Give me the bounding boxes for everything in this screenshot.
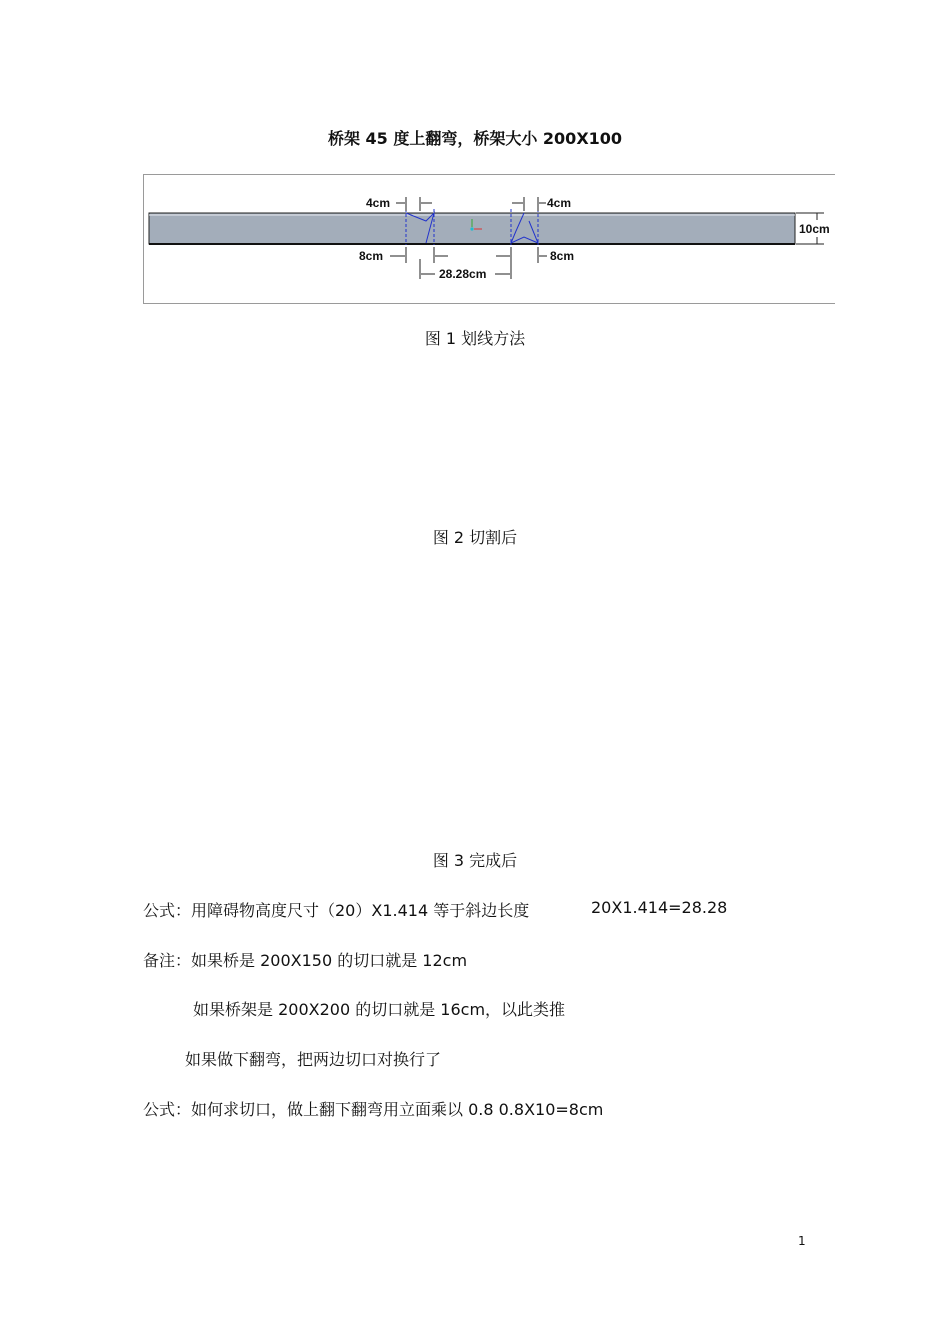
formula-1-example: 20X1.414=28.28	[591, 898, 728, 917]
figure-3-caption: 图 3 完成后	[432, 851, 518, 870]
dim-top-right-label: 4cm	[547, 196, 572, 210]
figure-2-caption: 图 2 切割后	[432, 528, 518, 547]
formula-1-text: 公式：用障碍物高度尺寸（20）X1.414 等于斜边长度	[143, 901, 530, 920]
document-title: 桥架 45 度上翻弯，桥架大小 200X100	[327, 129, 623, 148]
center-marker	[470, 227, 473, 230]
dim-bottom-left-label: 8cm	[359, 249, 384, 263]
dim-top-left-label: 4cm	[366, 196, 391, 210]
dim-height-label: 10cm	[799, 222, 830, 236]
figure-1-marking-diagram	[143, 174, 835, 304]
figure-1-caption: 图 1 划线方法	[424, 329, 526, 348]
formula-2-text: 公式：如何求切口，做上翻下翻弯用立面乘以 0.8 0.8X10=8cm	[143, 1100, 604, 1119]
note-1-text: 备注：如果桥是 200X150 的切口就是 12cm	[143, 951, 468, 970]
tray-diagram	[144, 175, 836, 305]
dim-bottom-right-label: 8cm	[550, 249, 575, 263]
page-number: 1	[798, 1234, 806, 1248]
note-3-text: 如果做下翻弯，把两边切口对换行了	[185, 1050, 442, 1069]
dim-center-label: 28.28cm	[439, 267, 487, 281]
note-2-text: 如果桥架是 200X200 的切口就是 16cm，以此类推	[193, 1000, 566, 1019]
